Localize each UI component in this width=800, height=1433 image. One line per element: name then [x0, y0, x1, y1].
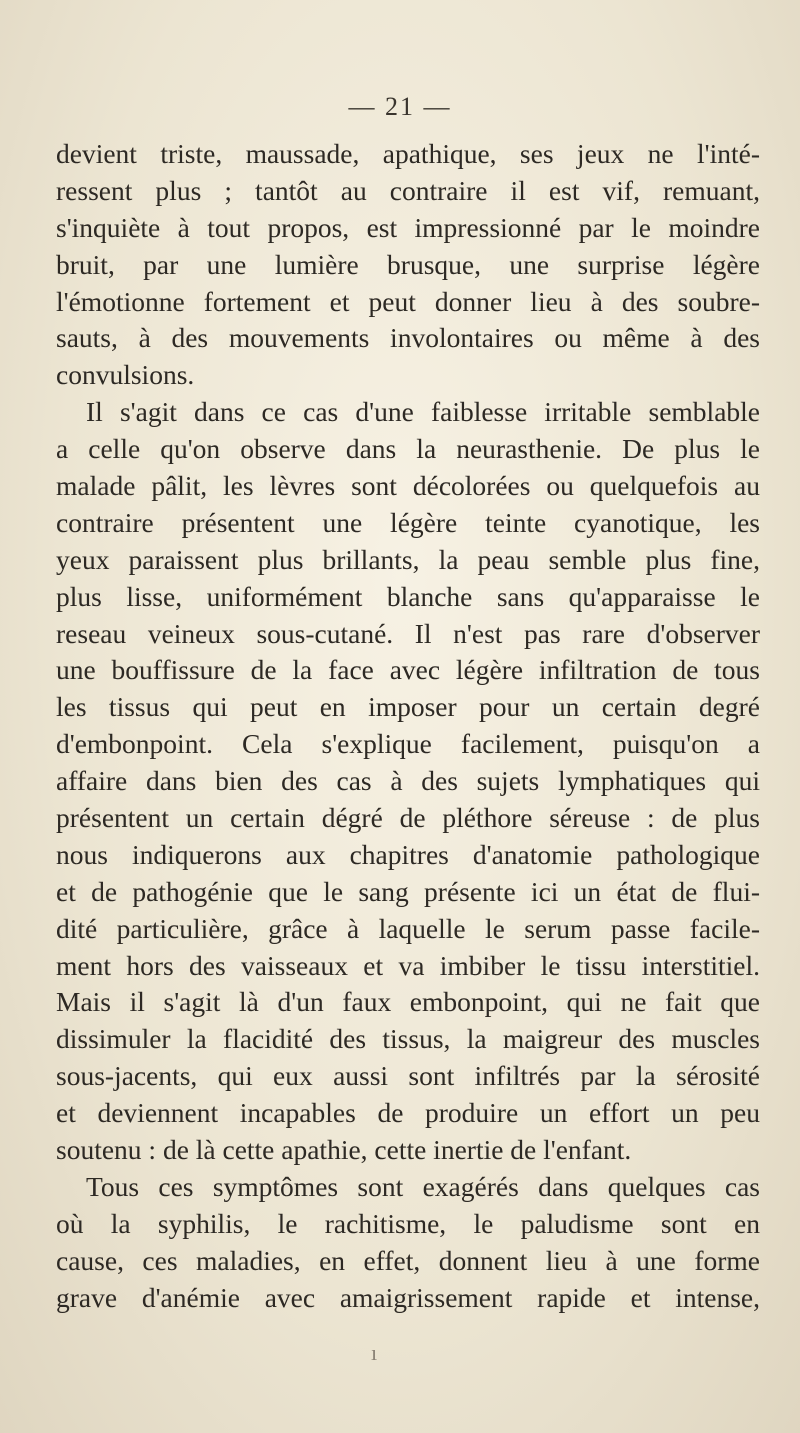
text-line: a celle qu'on observe dans la neurasthenie. De plus le	[56, 433, 760, 465]
text-line: s'inquiète à tout propos, est impressionné par le moindre	[56, 211, 760, 243]
text-line: où la syphilis, le rachitisme, le paludisme sont en	[56, 1207, 760, 1239]
text-line: d'embonpoint. Cela s'explique facilement, puisqu'on a	[56, 728, 760, 760]
text-line: sous-jacents, qui eux aussi sont infiltrés par la sérosité	[56, 1060, 760, 1092]
text-line: dissimuler la flacidité des tissus, la maigreur des muscles	[56, 1023, 760, 1055]
text-line: et de pathogénie que le sang présente ici un état de flui-	[56, 875, 760, 907]
text-line: devient triste, maussade, apathique, ses jeux ne l'inté-	[56, 138, 760, 169]
text-line: et deviennent incapables de produire un effort un peu	[56, 1097, 760, 1129]
text-line: nous indiquerons aux chapitres d'anatomie pathologique	[56, 838, 760, 870]
text-line: l'émotionne fortement et peut donner lieu à des soubre-	[56, 285, 760, 317]
text-line: reseau veineux sous-cutané. Il n'est pas rare d'observer	[56, 617, 760, 649]
text-line: plus lisse, uniformément blanche sans qu'apparaisse le	[56, 580, 760, 612]
page-number: — 21 —	[348, 92, 452, 121]
text-line: dité particulière, grâce à laquelle le serum passe facile-	[56, 912, 760, 944]
text-line: affaire dans bien des cas à des sujets lymphatiques qui	[56, 765, 760, 797]
text-line: grave d'anémie avec amaigrissement rapide et intense,	[56, 1281, 760, 1313]
text-line: Tous ces symptômes sont exagérés dans quelques cas	[86, 1170, 760, 1202]
text-line: soutenu : de là cette apathie, cette inertie de l'enfant.	[56, 1134, 632, 1166]
text-line: ressent plus ; tantôt au contraire il est vif, remuant,	[56, 174, 760, 206]
text-line: bruit, par une lumière brusque, une surprise légère	[56, 248, 760, 280]
text-line: Il s'agit dans ce cas d'une faiblesse irritable semblable	[86, 396, 760, 428]
text-line: malade pâlit, les lèvres sont décolorées ou quelquefois au	[56, 470, 760, 502]
text-line: une bouffissure de la face avec légère infiltration de tous	[56, 654, 760, 686]
text-line: contraire présentent une légère teinte cyanotique, les	[56, 506, 760, 538]
text-line: ment hors des vaisseaux et va imbiber le tissu interstitiel.	[56, 949, 760, 981]
text-line: yeux paraissent plus brillants, la peau semble plus fine,	[56, 543, 760, 575]
text-line: les tissus qui peut en imposer pour un certain degré	[56, 691, 760, 723]
body-text	[56, 136, 760, 1317]
text-line: Mais il s'agit là d'un faux embonpoint, qui ne fait que	[56, 986, 760, 1018]
printer-mark: ı	[371, 1340, 378, 1365]
text-line: sauts, à des mouvements involontaires ou même à des	[56, 322, 760, 354]
text-line: convulsions.	[56, 359, 195, 391]
text-line: cause, ces maladies, en effet, donnent lieu à une forme	[56, 1244, 760, 1276]
text-line: présentent un certain dégré de pléthore séreuse : de plus	[56, 802, 760, 834]
